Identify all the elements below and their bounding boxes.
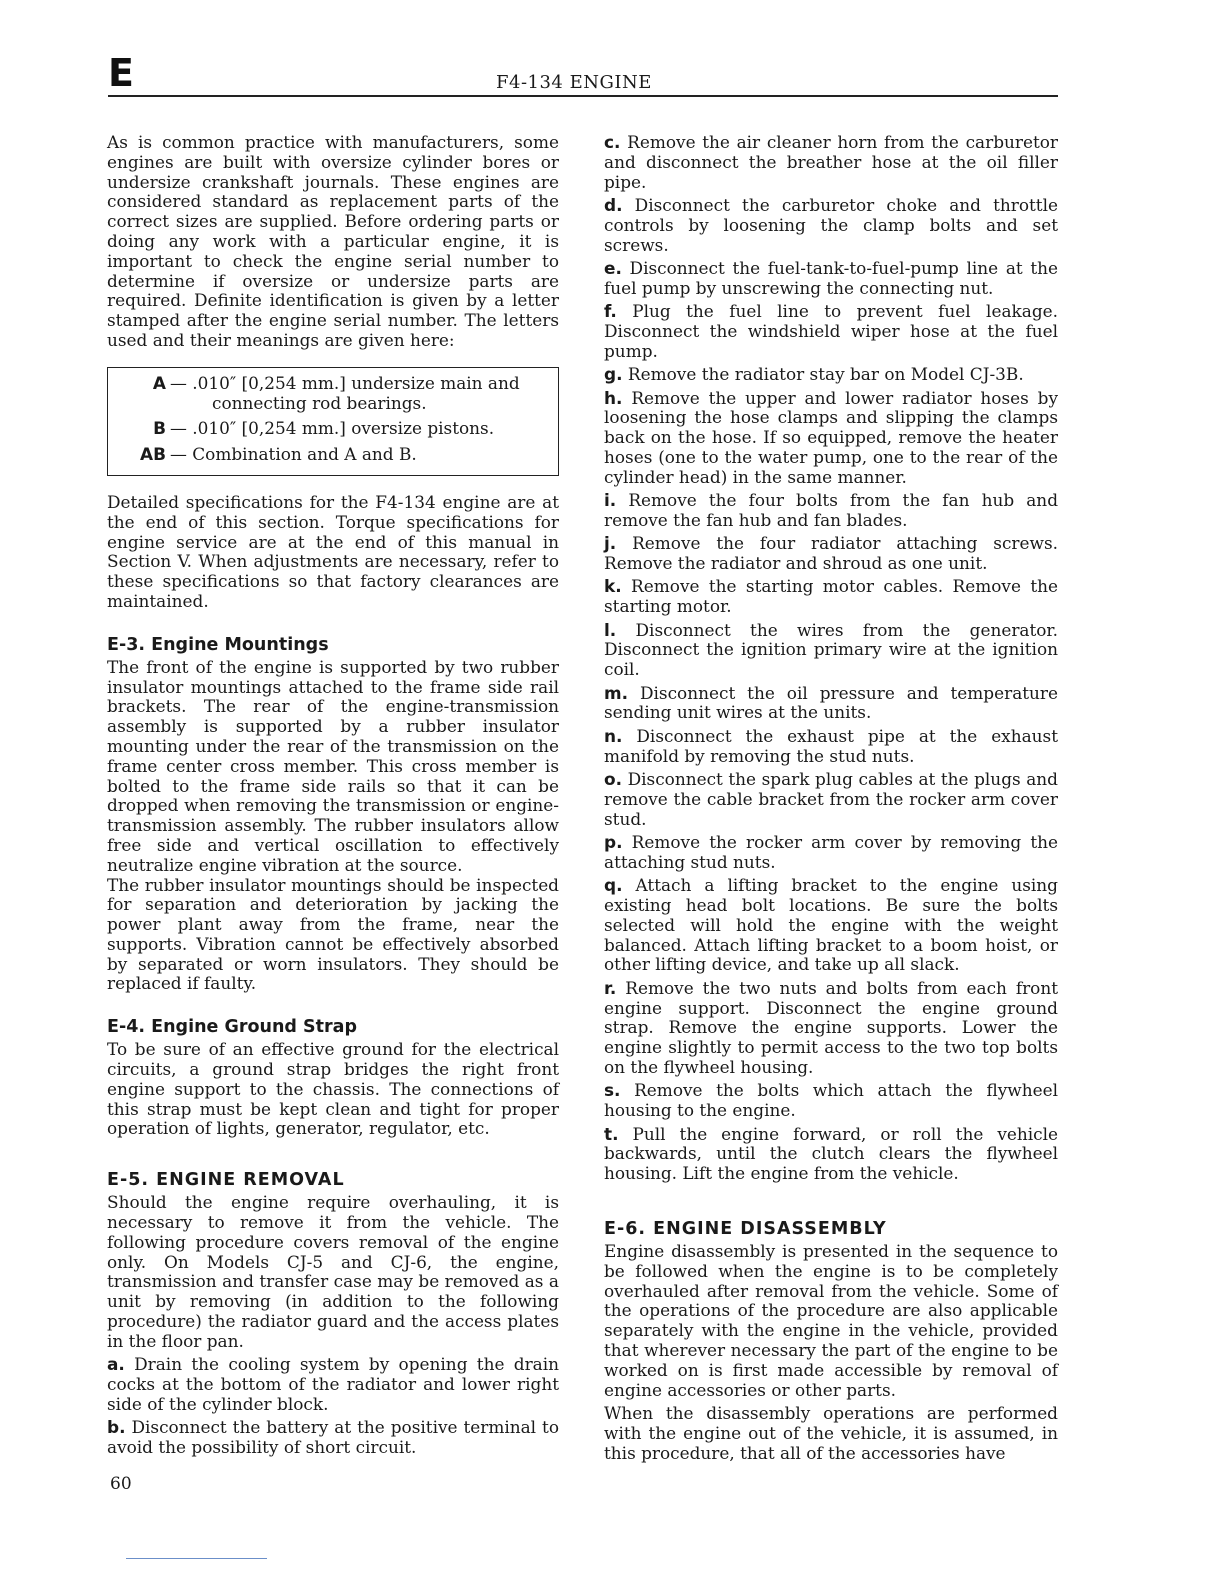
code-description: — Combination and A and B.	[170, 444, 417, 465]
step-text: Remove the bolts which attach the flywheel housing to the engine.	[604, 1080, 1058, 1121]
step-p	[604, 833, 1058, 873]
step-t	[604, 1125, 1058, 1184]
section-heading-e4: E-4. Engine Ground Strap	[107, 1017, 357, 1038]
code-key: AB	[140, 444, 166, 465]
step-text: Plug the fuel line to prevent fuel leakage. Disconnect the windshield wiper hose at the fuel pump.	[604, 301, 1058, 361]
step-letter: b.	[107, 1417, 126, 1438]
step-text: Remove the air cleaner horn from the carburetor and disconnect the breather hose at the oil filler pipe.	[604, 132, 1058, 192]
section-heading-e5: E-5. ENGINE REMOVAL	[107, 1170, 345, 1191]
specs-paragraph: Detailed specifications for the F4-134 engine are at the end of this section. Torque specifications for engine service are at the end of this manual in Section V. When adjustments are necessary, refer to these specifications so that factory clearances are maintained.	[107, 491, 559, 611]
step-letter: d.	[604, 194, 623, 215]
code-description: — .010″ [0,254 mm.] undersize main and	[170, 372, 520, 393]
code-row-a	[130, 374, 538, 414]
step-text: Remove the four bolts from the fan hub and remove the fan hub and fan blades.	[604, 490, 1058, 530]
footer-rule	[126, 1558, 267, 1559]
step-o	[604, 770, 1058, 829]
intro-paragraph: As is common practice with manufacturers, some engines are built with oversize cylinder bores or undersize crankshaft journals. These engines are considered standard as replacement parts of the correct sizes are supplied. Before ordering parts or doing any work with a particular engine, it is important to check the engine serial number to determine if oversize or undersize parts are required. Definite identification is given by a letter stamped after the engine serial number. The letters used and their meanings are given here:	[107, 132, 559, 350]
step-q	[604, 876, 1058, 975]
step-letter: r.	[604, 977, 617, 998]
step-letter: n.	[604, 725, 623, 746]
step-f	[604, 302, 1058, 361]
step-letter: f.	[604, 301, 617, 322]
step-e	[604, 259, 1058, 299]
step-text: Attach a lifting bracket to the engine using existing head bolt locations. Be sure the bolts selected will hold the engine with the weight balanced. Attach lifting bracket to a boom hoist, or other lifting device, and take up all slack.	[604, 875, 1058, 975]
code-description-continued: connecting rod bearings.	[212, 392, 427, 413]
step-text: Disconnect the oil pressure and temperature sending unit wires at the units.	[604, 682, 1058, 723]
section-heading-e3: E-3. Engine Mountings	[107, 634, 329, 655]
step-letter: g.	[604, 364, 623, 385]
step-letter: h.	[604, 387, 623, 408]
step-text: Disconnect the spark plug cables at the plugs and remove the cable bracket from the rocker arm cover stud.	[604, 769, 1058, 829]
step-r	[604, 979, 1058, 1078]
step-text: Disconnect the battery at the positive terminal to avoid the possibility of short circuit.	[107, 1417, 559, 1458]
step-text: Drain the cooling system by opening the drain cocks at the bottom of the radiator and lower right side of the cylinder block.	[107, 1354, 559, 1414]
e5-paragraph: Should the engine require overhauling, it is necessary to remove it from the vehicle. The following procedure covers removal of the engine only. On Models CJ-5 and CJ-6, the engine, transmission and transfer case may be removed as a unit by removing (in addition to the following procedure) the radiator guard and the access plates in the floor pan.	[107, 1192, 559, 1351]
step-l	[604, 621, 1058, 680]
step-letter: e.	[604, 257, 622, 278]
section-heading-e6: E-6. ENGINE DISASSEMBLY	[604, 1218, 887, 1239]
step-b	[107, 1418, 559, 1458]
step-letter: o.	[604, 769, 623, 790]
step-text: Remove the two nuts and bolts from each front engine support. Disconnect the engine ground strap. Remove the engine supports. Lower the engine slightly to permit access to the two top bolts on the flywheel housing.	[604, 977, 1058, 1077]
step-letter: a.	[107, 1354, 125, 1375]
step-d	[604, 196, 1058, 255]
step-letter: s.	[604, 1080, 621, 1101]
step-m	[604, 684, 1058, 724]
section-letter: E	[108, 51, 134, 95]
step-n	[604, 727, 1058, 767]
step-letter: p.	[604, 832, 623, 853]
step-text: Remove the upper and lower radiator hoses by loosening the hose clamps and slipping the clamps back on the hose. If so equipped, remove the heater hoses (one to the water pump, one to the rear of the cylinder head) in the same manner.	[604, 387, 1058, 487]
step-h	[604, 389, 1058, 488]
step-text: Remove the four radiator attaching screws. Remove the radiator and shroud as one unit.	[604, 533, 1058, 574]
step-letter: l.	[604, 619, 617, 640]
serial-code-table	[107, 367, 559, 476]
step-text: Remove the starting motor cables. Remove the starting motor.	[604, 576, 1058, 617]
step-j	[604, 534, 1058, 574]
step-text: Disconnect the exhaust pipe at the exhaust manifold by removing the stud nuts.	[604, 725, 1058, 766]
step-letter: q.	[604, 875, 623, 896]
step-text: Pull the engine forward, or roll the vehicle backwards, until the clutch clears the flywheel housing. Lift the engine from the vehicle.	[604, 1123, 1058, 1184]
step-text: Remove the rocker arm cover by removing the attaching stud nuts.	[604, 832, 1058, 872]
step-letter: i.	[604, 490, 617, 511]
header-rule	[108, 95, 1058, 97]
step-c	[604, 133, 1058, 192]
code-description: — .010″ [0,254 mm.] oversize pistons.	[170, 418, 495, 439]
step-k	[604, 577, 1058, 617]
step-text: Remove the radiator stay bar on Model CJ-3B.	[627, 364, 1024, 385]
step-letter: j.	[604, 533, 617, 554]
step-s	[604, 1081, 1058, 1121]
step-text: Disconnect the carburetor choke and throttle controls by loosening the clamp bolts and set screws.	[604, 194, 1058, 255]
step-text: Disconnect the wires from the generator. Disconnect the ignition primary wire at the ignition coil.	[604, 619, 1058, 680]
step-letter: t.	[604, 1123, 619, 1144]
e6-paragraph-1: Engine disassembly is presented in the sequence to be followed when the engine is to be completely overhauled after removal from the vehicle. Some of the operations of the procedure are also applicable separately with the engine in the vehicle, provided that wherever necessary the part of the engine to be worked on is first made accessible by removal of engine accessories or other parts.	[604, 1240, 1058, 1400]
page-number: 60	[110, 1474, 132, 1494]
step-i	[604, 491, 1058, 531]
e4-paragraph: To be sure of an effective ground for the electrical circuits, a ground strap bridges the right front engine support to the chassis. The connections of this strap must be kept clean and tight for proper operation of lights, generator, regulator, etc.	[107, 1039, 559, 1139]
step-letter: c.	[604, 132, 621, 152]
step-letter: m.	[604, 682, 629, 703]
code-key: B	[153, 418, 166, 439]
step-a	[107, 1355, 559, 1414]
e6-paragraph-2: When the disassembly operations are performed with the engine out of the vehicle, it is assumed, in this procedure, that all of the accessories have	[604, 1402, 1058, 1463]
step-text: Disconnect the fuel-tank-to-fuel-pump line at the fuel pump by unscrewing the connecting nut.	[604, 257, 1058, 298]
running-head: F4-134 ENGINE	[496, 72, 652, 93]
e3-paragraph-1: The front of the engine is supported by two rubber insulator mountings attached to the frame side rail brackets. The rear of the engine-transmission assembly is supported by a rubber insulator mounting under the rear of the transmission on the frame center cross member. This cross member is bolted to the frame side rails so that it can be dropped when removing the transmission or engine-transmission assembly. The rubber insulators allow free side and vertical oscillation to effectively neutralize engine vibration at the source.	[107, 656, 559, 875]
e3-paragraph-2: The rubber insulator mountings should be inspected for separation and deterioration by jacking the power plant away from the frame, near the supports. Vibration cannot be effectively absorbed by separated or worn insulators. They should be replaced if faulty.	[107, 874, 559, 994]
code-row-b	[130, 419, 538, 439]
step-g	[604, 365, 1058, 385]
code-key: A	[152, 372, 166, 393]
left-column	[107, 133, 559, 1458]
code-row-ab	[130, 445, 538, 465]
step-letter: k.	[604, 576, 622, 597]
right-column	[604, 133, 1058, 1463]
